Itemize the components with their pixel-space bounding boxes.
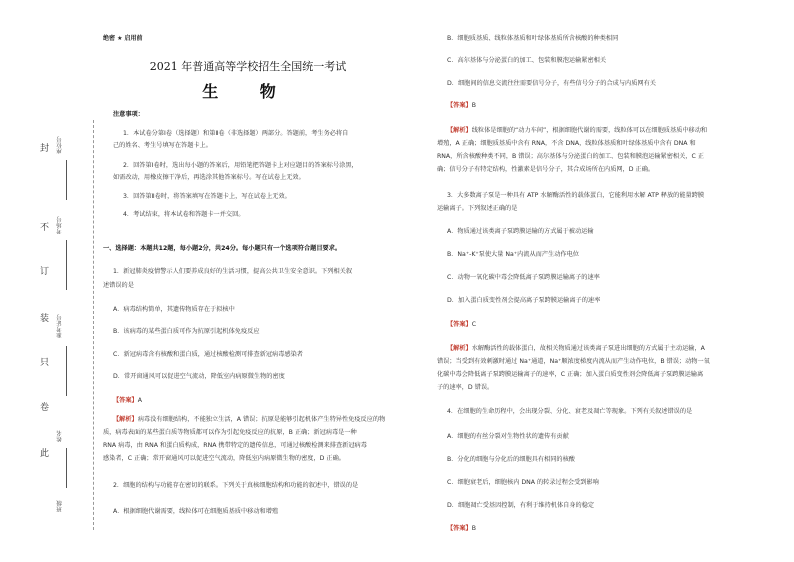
binding-char: 封 [40,144,50,154]
answer-value: A [137,397,142,404]
option: A．根据细胞代谢需要，线粒体可在细胞质基质中移动和增殖 [113,508,279,515]
name-line [66,448,67,488]
option: B．该病毒的某些蛋白质可作为抗原引起机体免疫反应 [113,328,260,335]
binding-char: 订 [40,267,50,277]
analysis-text: 子的速率，D 错误。 [437,384,494,391]
analysis-text: 确；信号分子有特定结构，性激素是信号分子，其合成场所在内质网，D 正确。 [437,166,655,173]
analysis-text: 水解酶活性的载体蛋白，故相关物质通过该类离子泵进出细胞的方式属于主动运输，A [471,345,705,352]
answer-value: B [471,102,476,109]
option: C．高尔基体与分泌蛋白的加工、包装和膜泡运输紧密相关 [447,57,607,64]
question-stem: 2．细胞的结构与功能存在密切的联系。下列关于真核细胞结构和功能的叙述中，错误的是 [113,482,359,489]
analysis-tag: 【解析】 [447,345,472,352]
option: D．加入蛋白质变性剂会提高离子泵跨膜运输离子的速率 [447,297,601,304]
option: B．细胞质基质、线粒体基质和叶绿体基质所含核酸的种类相同 [447,35,619,42]
binding-char: 此 [40,449,50,459]
answer-tag: 【答案】 [447,102,472,109]
answer-tag: 【答案】 [447,321,472,328]
exam-title: 2021 年普通高等学校招生全国统一考试 [149,60,347,73]
answer-value: B [471,525,476,532]
exam-room-field: 考场号 [57,216,63,234]
option: C．细胞衰老后，细胞核内 DNA 的转录过程会受到影响 [447,479,599,486]
option: C．新冠病毒含有核酸和蛋白质，通过核酸检测可排查新冠病毒感染者 [113,351,303,358]
option: A．物质通过该类离子泵跨膜运输的方式属于被动运输 [447,228,594,235]
exam-room-line [66,240,67,290]
analysis-tag: 【解析】 [447,127,472,134]
seat-number-line [66,160,67,200]
analysis-text: 病毒没有细胞结构，不能独立生活，A 错误；抗原是能够引起机体产生特异性免疫反应的物 [137,416,386,423]
admission-number-field: 准考证号 [57,314,63,338]
analysis-text: 化碳中毒会降低离子泵跨膜运输离子的速率，C 正确；加入蛋白质变性剂会降低离子泵跨膜运输离 [437,371,704,378]
notice-title: 注意事项： [113,111,144,118]
section-heading: 一、选择题：本题共12题，每小题2分，共24分。每小题只有一个选项符合题目要求。 [103,245,342,252]
answer-tag: 【答案】 [447,525,472,532]
answer-tag: 【答案】 [113,397,138,404]
question-stem: 4．在细胞的生命历程中，会出现分裂、分化、衰老及凋亡等现象。下列有关叙述错误的是 [447,408,693,415]
notice-item: 3．回答第Ⅱ卷时，将答案填写在答题卡上，写在试卷上无效。 [123,193,291,200]
option: D．常开窗通风可以促进空气流动，降低室内病原微生物的密度 [113,373,285,380]
analysis-text: 错误；当受到有效刺激时通过 Na⁺通道，Na⁺顺浓度梯度内流从而产生动作电位，B 错误；动物一氧 [437,358,710,365]
analysis-tag: 【解析】 [113,416,138,423]
binding-char: 卷 [40,403,50,413]
binding-cut-line [93,120,94,530]
notice-item: 1．本试卷分第Ⅰ卷（选择题）和第Ⅱ卷（非选择题）两部分。答题前，考生务必将自 [123,130,349,137]
answer-line [447,320,476,329]
analysis-text: 感染者，C 正确；常开窗通风可以促进空气流动，降低室内病原微生物的密度，D 正确。 [103,455,345,462]
analysis-text: 线粒体是细胞的“动力车间”，根据细胞代谢的需要，线粒体可以在细胞质基质中移动和 [471,127,708,134]
secret-label: 绝密 ★ 启用前 [103,35,143,42]
analysis-text: RNA 病毒，由 RNA 和蛋白质构成，RNA 携带特定的遗传信息，可通过核酸检测来排查新冠病毒 [103,442,367,449]
name-field: 姓名 [57,430,63,442]
binding-char: 不 [40,223,50,233]
class-field: 班级 [57,500,63,512]
analysis-line [447,126,707,135]
analysis-text: 增殖，A 正确；细胞质基质中含有 RNA，不含 DNA，线粒体基质和叶绿体基质中含有 DNA 和 [437,140,696,147]
notice-item: 4．考试结束，将本试卷和答题卡一并交回。 [123,211,245,218]
option: D．细胞间的信息交流往往需要信号分子，有些信号分子的合成与内质网有关 [447,80,656,87]
answer-line [113,396,142,405]
question-stem: 运输离子。下列叙述正确的是 [437,205,518,212]
answer-value: C [471,321,477,328]
option: B．Na⁺-K⁺泵使大量 Na⁺内流从而产生动作电位 [447,251,579,258]
option: A．细胞的有丝分裂对生物性状的遗传有贡献 [447,433,569,440]
notice-item: 2．回答第Ⅰ卷时，选出每小题的答案后，用铅笔把答题卡上对应题目的答案标号涂黑， [123,162,358,169]
answer-line [447,101,476,110]
admission-number-line [66,346,67,396]
notice-item: 如需改动，用橡皮擦干净后，再选涂其他答案标号。写在试卷上无效。 [113,174,305,181]
option: A．病毒结构简单，其遗传物质存在于拟核中 [113,306,235,313]
analysis-text: 质，病毒表面的某些蛋白质等物质都可以作为引起免疫反应的抗原，B 正确；新冠病毒是一种 [103,429,357,436]
option: B．分化的细胞与分化后的细胞具有相同的核酸 [447,456,575,463]
analysis-line [447,344,705,353]
subject-title: 生 物 [202,82,294,101]
seat-number-field: 座位号 [57,136,63,154]
question-stem: 1．新冠肺炎疫情警示人们要养成良好的生活习惯，提高公共卫生安全意识。下列相关叙 [113,268,353,275]
notice-item: 己的姓名、考生号填写在答题卡上。 [113,142,212,149]
analysis-text: RNA，所含核酸种类不同，B 错误；高尔基体与分泌蛋白的加工、包装和膜泡运输紧密相关，C 正 [437,153,704,160]
question-stem: 3．大多数离子泵是一种具有 ATP 水解酶活性的载体蛋白，它能利用水解 ATP 释放的能量跨膜 [447,192,705,199]
analysis-line [113,415,385,424]
answer-line [447,524,476,533]
binding-char: 装 [40,314,50,324]
question-stem: 述错误的是 [103,282,134,289]
option: D．细胞凋亡受基因控制，有利于维持机体自身的稳定 [447,502,595,509]
option: C．动物一氧化碳中毒会降低离子泵跨膜运输离子的速率 [447,274,600,281]
binding-char: 只 [40,358,50,368]
